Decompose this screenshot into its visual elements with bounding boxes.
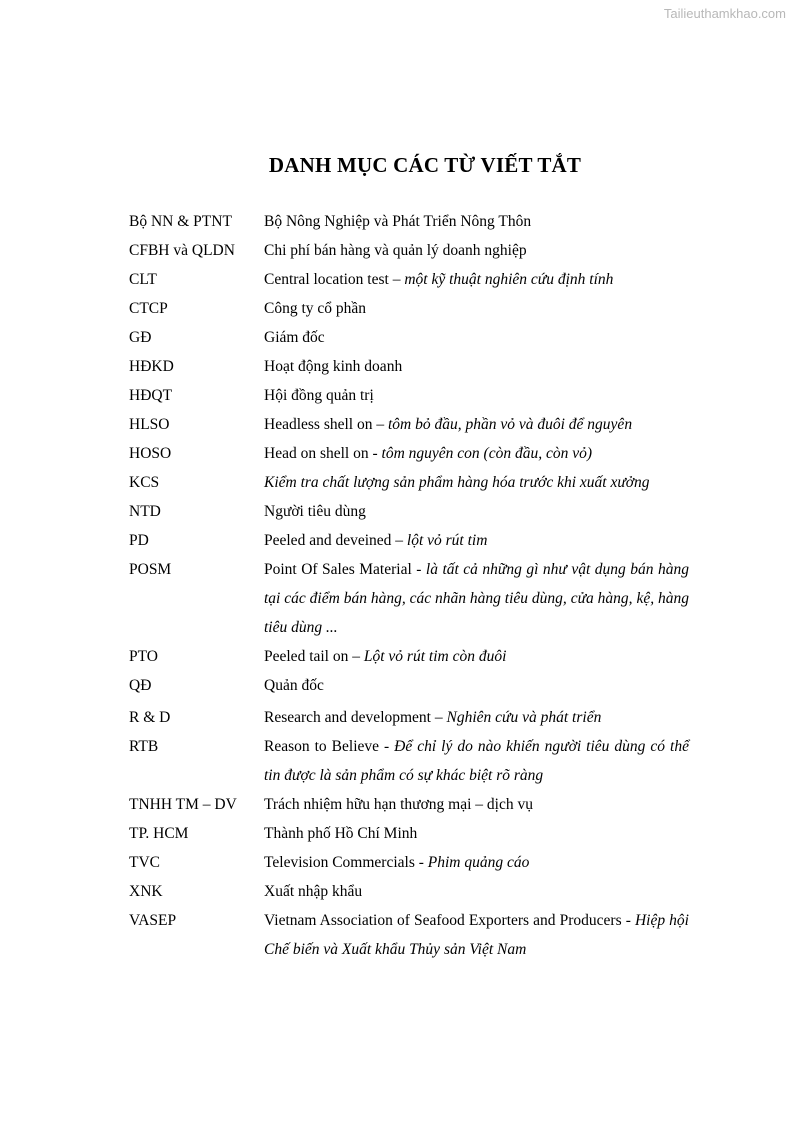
abbreviation-definition xyxy=(264,294,689,323)
abbreviation-definition xyxy=(264,703,689,732)
definition-text: Vietnam Association of Seafood Exporters and Producers - xyxy=(264,912,635,929)
abbreviation-definition xyxy=(264,819,689,848)
abbreviation-definition xyxy=(264,381,689,410)
definition-text: Thành phố Hồ Chí Minh xyxy=(264,825,418,842)
abbreviation-term: Bộ NN & PTNT xyxy=(129,213,232,230)
definition-text: Central location test – xyxy=(264,271,405,288)
abbreviation-row xyxy=(129,671,689,700)
definition-text: Trách nhiệm hữu hạn thương mại – dịch vụ xyxy=(264,796,533,813)
abbreviation-row xyxy=(129,819,689,848)
definition-italic-text: lột vỏ rút tim xyxy=(406,532,488,549)
abbreviation-row xyxy=(129,352,689,381)
abbreviation-definition xyxy=(264,906,689,964)
abbreviation-definition xyxy=(264,642,689,671)
abbreviation-row xyxy=(129,381,689,410)
abbreviation-term: XNK xyxy=(129,883,163,900)
definition-text: Research and development – xyxy=(264,709,447,726)
definition-italic-text: tôm nguyên con (còn đầu, còn vỏ) xyxy=(381,445,592,462)
abbreviation-definition xyxy=(264,671,689,700)
abbreviation-term: HOSO xyxy=(129,445,172,462)
abbreviation-row xyxy=(129,323,689,352)
definition-text: Xuất nhập khẩu xyxy=(264,883,363,900)
abbreviation-definition xyxy=(264,497,689,526)
abbreviation-definition xyxy=(264,439,689,468)
abbreviation-row xyxy=(129,906,689,964)
abbreviation-row xyxy=(129,207,689,236)
abbreviation-definition xyxy=(264,410,689,439)
definition-text: Bộ Nông Nghiệp và Phát Triển Nông Thôn xyxy=(264,213,532,230)
abbreviation-term: POSM xyxy=(129,561,172,578)
abbreviation-term: HĐQT xyxy=(129,387,173,404)
abbreviation-row xyxy=(129,526,689,555)
abbreviation-term: TNHH TM – DV xyxy=(129,796,237,813)
abbreviation-definition xyxy=(264,790,689,819)
definition-italic-text: Để chỉ lý do nào khiến người tiêu dùng có thể tin được là sản phẩm có sự khác biệt rõ ràng xyxy=(264,738,689,784)
definition-text: Chi phí bán hàng và quản lý doanh nghiệp xyxy=(264,242,527,259)
abbreviation-row xyxy=(129,642,689,671)
abbreviation-definition xyxy=(264,265,689,294)
abbreviation-term: VASEP xyxy=(129,912,177,929)
abbreviation-definition xyxy=(264,555,689,642)
abbreviation-row xyxy=(129,877,689,906)
abbreviation-list xyxy=(129,207,689,964)
definition-italic-text: Kiểm tra chất lượng sản phẩm hàng hóa trước khi xuất xưởng xyxy=(264,474,650,491)
abbreviation-term: TP. HCM xyxy=(129,825,189,842)
definition-italic-text: Lột vỏ rút tim còn đuôi xyxy=(363,648,507,665)
abbreviation-term: RTB xyxy=(129,738,159,755)
abbreviation-row xyxy=(129,410,689,439)
definition-text: Quản đốc xyxy=(264,677,324,694)
abbreviation-term: R & D xyxy=(129,709,171,726)
abbreviation-term: GĐ xyxy=(129,329,152,346)
abbreviation-term: CFBH và QLDN xyxy=(129,242,235,259)
watermark: Tailieuthamkhao.com xyxy=(663,6,786,21)
abbreviation-row xyxy=(129,236,689,265)
definition-text: Hội đồng quản trị xyxy=(264,387,374,404)
abbreviation-definition xyxy=(264,352,689,381)
abbreviation-row xyxy=(129,848,689,877)
definition-italic-text: một kỹ thuật nghiên cứu định tính xyxy=(404,271,614,288)
abbreviation-row xyxy=(129,555,689,642)
definition-text: Công ty cổ phần xyxy=(264,300,367,317)
definition-italic-text: là tất cả những gì như vật dụng bán hàng tại các điểm bán hàng, các nhãn hàng tiêu dùng, cửa hàng, kệ, hàng tiêu dùng ... xyxy=(264,561,689,636)
abbreviation-definition xyxy=(264,468,689,497)
abbreviation-row xyxy=(129,294,689,323)
abbreviation-row xyxy=(129,703,689,732)
abbreviation-row xyxy=(129,790,689,819)
definition-text: Peeled tail on – xyxy=(264,648,364,665)
abbreviation-row xyxy=(129,439,689,468)
page-title: DANH MỤC CÁC TỪ VIẾT TẮT xyxy=(268,153,582,177)
definition-italic-text: tôm bỏ đầu, phần vỏ và đuôi để nguyên xyxy=(387,416,633,433)
abbreviation-row xyxy=(129,732,689,790)
definition-italic-text: Nghiên cứu và phát triển xyxy=(446,709,602,726)
abbreviation-term: CLT xyxy=(129,271,157,288)
abbreviation-term: PD xyxy=(129,532,149,549)
definition-italic-text: Hiệp hội Chế biến và Xuất khẩu Thủy sản Việt Nam xyxy=(264,912,689,958)
definition-text: Television Commercials - xyxy=(264,854,428,871)
definition-italic-text: Phim quảng cáo xyxy=(427,854,530,871)
abbreviation-definition xyxy=(264,732,689,790)
definition-text: Headless shell on – xyxy=(264,416,388,433)
abbreviation-definition xyxy=(264,207,689,236)
abbreviation-term: QĐ xyxy=(129,677,152,694)
definition-text: Giám đốc xyxy=(264,329,325,346)
abbreviation-term: HĐKD xyxy=(129,358,174,375)
abbreviation-term: NTD xyxy=(129,503,161,520)
abbreviation-term: PTO xyxy=(129,648,159,665)
abbreviation-definition xyxy=(264,526,689,555)
abbreviation-row xyxy=(129,497,689,526)
abbreviation-term: HLSO xyxy=(129,416,170,433)
abbreviation-term: CTCP xyxy=(129,300,168,317)
abbreviation-term: TVC xyxy=(129,854,160,871)
abbreviation-row xyxy=(129,265,689,294)
abbreviation-definition xyxy=(264,323,689,352)
definition-text: Hoạt động kinh doanh xyxy=(264,358,403,375)
abbreviation-definition xyxy=(264,236,689,265)
abbreviation-definition xyxy=(264,877,689,906)
abbreviation-row xyxy=(129,468,689,497)
definition-text: Reason to Believe - xyxy=(264,738,395,755)
abbreviation-definition xyxy=(264,848,689,877)
definition-text: Peeled and deveined – xyxy=(264,532,407,549)
abbreviation-term: KCS xyxy=(129,474,160,491)
definition-text: Point Of Sales Material - xyxy=(264,561,426,578)
definition-text: Head on shell on - xyxy=(264,445,382,462)
definition-text: Người tiêu dùng xyxy=(264,503,366,520)
